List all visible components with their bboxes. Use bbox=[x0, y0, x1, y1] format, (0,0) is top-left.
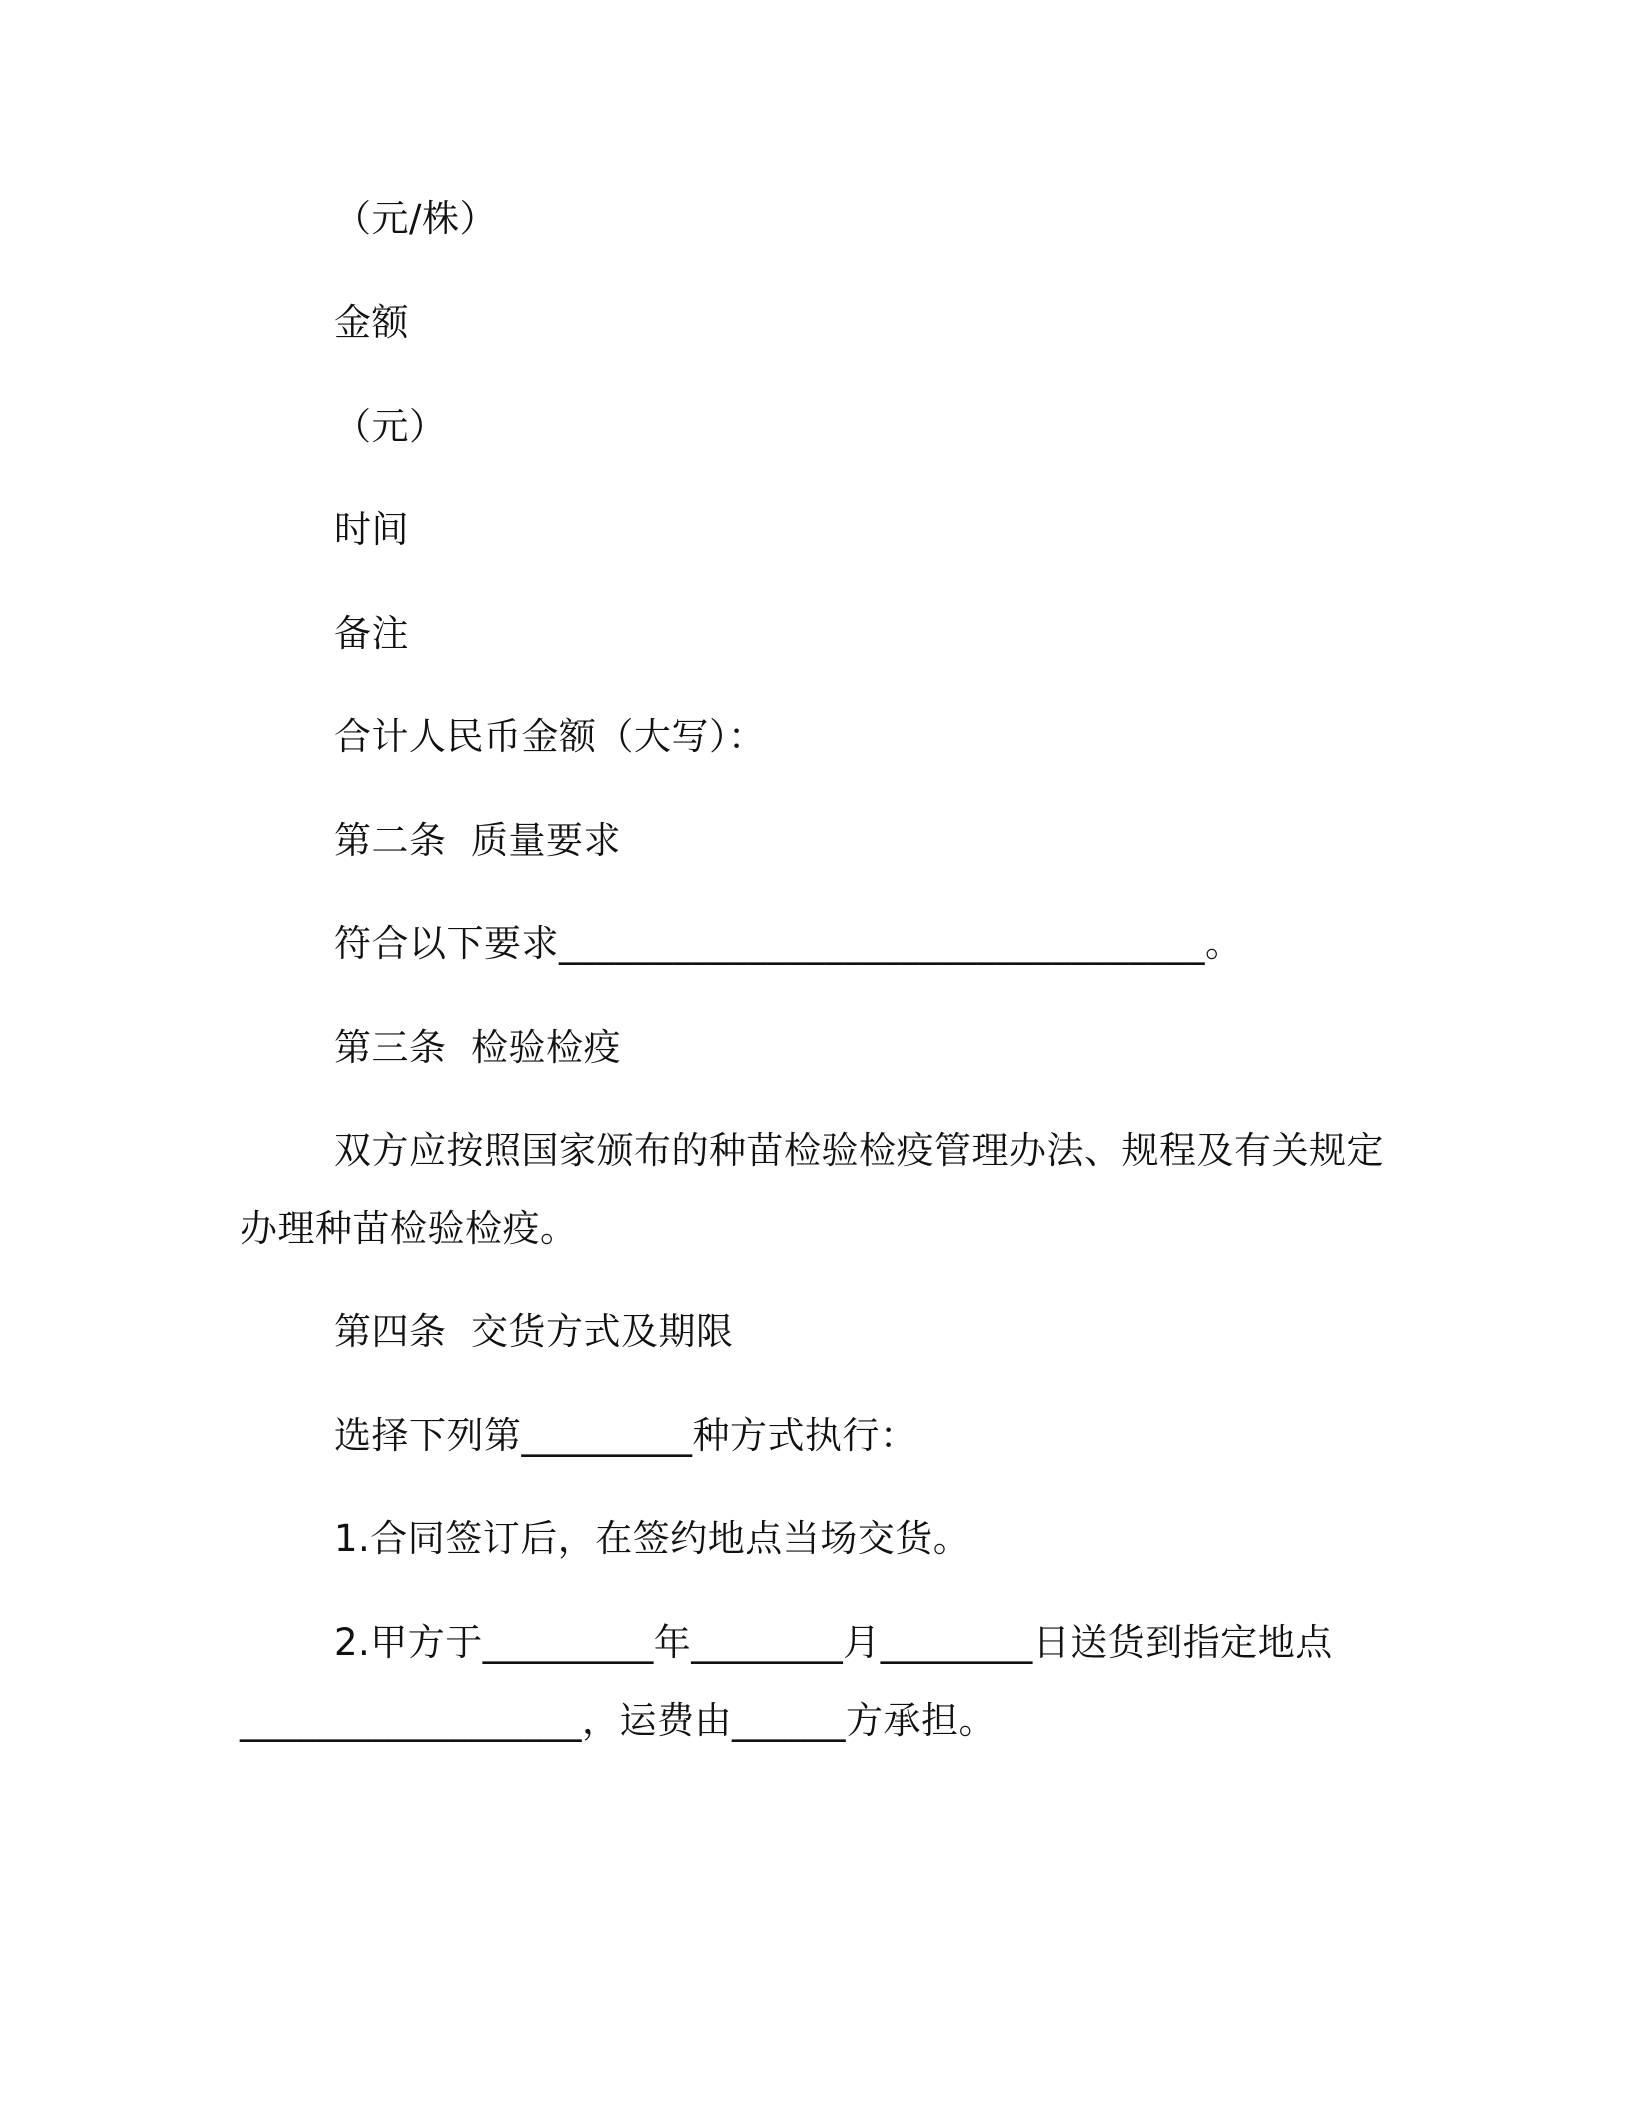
delivery-option-2-line-2: __________________，运费由______方承担。 bbox=[240, 1699, 996, 1742]
inspection-paragraph-line-2: 办理种苗检验检疫。 bbox=[240, 1207, 578, 1250]
time-label: 时间 bbox=[334, 508, 409, 551]
article-2-heading: 第二条 质量要求 bbox=[334, 819, 622, 862]
delivery-option-1: 1.合同签订后，在签约地点当场交货。 bbox=[334, 1517, 971, 1560]
amount-label: 金额 bbox=[334, 301, 409, 344]
quality-requirement-line: 符合以下要求__________________________________。 bbox=[334, 922, 1243, 965]
total-amount-line: 合计人民币金额（大写）： bbox=[334, 715, 766, 758]
delivery-option-2-line-1: 2.甲方于_________年________月________日送货到指定地点 bbox=[334, 1621, 1333, 1664]
article-4-heading: 第四条 交货方式及期限 bbox=[334, 1310, 734, 1353]
remarks-label: 备注 bbox=[334, 612, 409, 655]
inspection-paragraph-line-1: 双方应按照国家颁布的种苗检验检疫管理办法、规程及有关规定 bbox=[334, 1129, 1384, 1172]
amount-unit-label: （元） bbox=[334, 405, 447, 448]
unit-price-label: （元/株） bbox=[334, 197, 497, 240]
delivery-method-choice-line: 选择下列第_________种方式执行： bbox=[334, 1414, 918, 1457]
article-3-heading: 第三条 检验检疫 bbox=[334, 1026, 622, 1069]
